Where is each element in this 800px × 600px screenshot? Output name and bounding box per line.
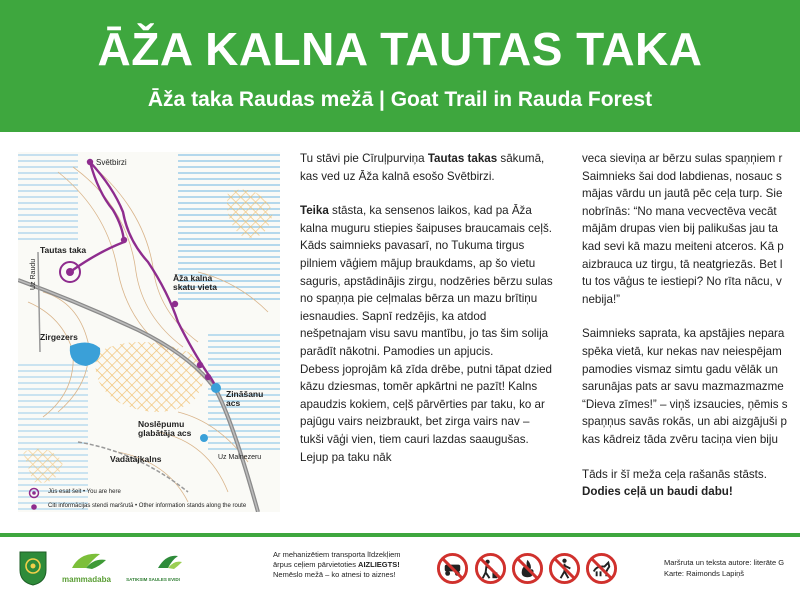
story-b-line: spaņņus savās rokās, un abi aizgājuši p — [582, 415, 787, 429]
story-b-line: spēka vietā, kur nekas nav neiespējam — [582, 344, 782, 358]
legend-you-are-here: Jūs esat šeit • You are here — [48, 489, 121, 495]
story-b-line: sarunājas pats ar savu mazmazmazme — [582, 380, 784, 394]
story-a-line: tu tos vāģus te iestiepi? No rīta nācu, v — [582, 275, 782, 289]
story-b-line: pamodies vismaz simtu gadu vēlāk un — [582, 362, 778, 376]
legend-other-stands: Citi informācijas stendi maršrutā • Other information stands along the route — [48, 503, 247, 509]
credits — [664, 557, 800, 579]
closing-line: Tāds ir šī meža ceļa rašanās stāsts. — [582, 467, 767, 481]
map-label-skatu-vieta: Āža kalna skatu vieta — [173, 273, 217, 292]
rules-notice: Ar mehanizētiem transporta līdzekļiem ārpus ceļiem pārvietoties AIZLIEGTS! Nemēslo mežā – ko atnesi to aiznes! — [273, 550, 401, 579]
partner-logo — [122, 552, 184, 584]
no-fire-icon — [511, 552, 544, 585]
story-a-line: aizbrauca uz tirgu, tā neatgriezās. Bet l — [582, 257, 783, 271]
credits-author: Maršruta un teksta autore: literāte G — [664, 558, 785, 567]
trail-map — [18, 152, 280, 512]
no-horse-riding-icon — [585, 552, 618, 585]
no-littering-icon — [474, 552, 507, 585]
story-a-line: veca sieviņa ar bērzu sulas spaņņiem r — [582, 152, 783, 165]
story-a-line: Saimnieks šai dod labdienas, nosauc s — [582, 169, 782, 183]
story-a-line: kad sevi kā mazu meiteni atceros. Kā p — [582, 239, 784, 253]
map-label-zinasanu-acs: Zināšanu acs — [226, 389, 264, 408]
map-label-svetbirzi: Svētbirzi — [96, 158, 127, 167]
page-subtitle: Āža taka Raudas mežā | Goat Trail in Rauda Forest — [147, 88, 653, 111]
story-a-line: mājas vārdu un jautā pēc ceļa turp. Sie — [582, 187, 783, 201]
story-block-a — [582, 150, 800, 308]
story-b-line: kas kādreiz tāda zvēru taciņa vien biju — [582, 432, 778, 446]
map-label-uz-malnezeru: Uz Malnezeru — [218, 454, 262, 461]
partner-logo-text: SATIKSIM SAULES EVIDI — [126, 577, 180, 582]
story-a-line: nebija!” — [582, 292, 621, 306]
story-b-line: “Dieva zīmes!” – viņš izsaucies, ņēmis s — [582, 397, 788, 411]
no-hunting-dogs-icon — [548, 552, 581, 585]
map-label-uz-raudu: Uz Raudu — [30, 258, 37, 290]
mammadaba-logo-text: mammadaba — [62, 575, 111, 584]
map-label-noslepumu-acs: Noslēpumu glabātāja acs — [138, 419, 192, 438]
mammadaba-logo — [62, 550, 110, 586]
map-label-tautas-taka: Tautas taka — [40, 245, 87, 255]
map-label-zirgezers: Zirgezers — [40, 332, 78, 342]
story-a-line: mājām drupas vien bij palikušas jau ta — [582, 222, 778, 236]
story-paragraph-2: Debess joprojām kā zīda drēbe, putni tāpat dzied kāzu dziesmas, tomēr apkārtni ne pazīt! Kalns apaudzis kokiem, ceļš pārvērties par taku, ko ar pajūgu vairs neizbraukt, bet zirga vairs nav – tukši vāģi vien, tiem cauri lazdas saaugušas. Lejup pa taku nāk — [300, 362, 552, 464]
no-motor-vehicles-icon — [436, 552, 469, 585]
intro-paragraph: Tu stāvi pie Cīruļpurviņa Tautas takas sākumā, kas ved uz Āža kalnā esošo Svētbirzi. — [300, 152, 545, 183]
credits-map: Karte: Raimonds Lapiņš — [664, 569, 745, 578]
map-label-vadatajkalns: Vadātājkalns — [110, 454, 162, 464]
legend-paragraph: Teika stāsta, ka sensenos laikos, kad pa Āža kalna muguru stiepies šaipuses braucamais ceļš. Kāds saimnieks pavasarī, no Tukuma tirgus pilniem vāģiem mājup braukdams, ap šo vietu saguris, apstādinājis zirgu, nodzēries bērzu sulas no spaņņa pie ceļmalas bērza un mazu brītiņu iesnaudies. Sapnī redzējis, ka atdod nešpetnajam visu savu mantību, jo tas šim solija parādīt nākotni. Pamodies un apjucis. — [300, 204, 553, 358]
page-title: ĀŽA KALNA TAUTAS TAKA — [97, 23, 703, 75]
story-block-b — [582, 325, 800, 448]
story-b-line: Saimnieks saprata, ka apstājies nepara — [582, 327, 785, 341]
closing-call-to-action: Dodies ceļā un baudi dabu! — [582, 485, 733, 499]
municipality-crest-logo — [18, 550, 48, 586]
header-banner — [0, 0, 800, 132]
story-column-1 — [300, 150, 555, 466]
story-a-line: nobrīnās: “No mana vecvectēva vecāt — [582, 204, 777, 218]
story-column-2 — [582, 150, 800, 501]
